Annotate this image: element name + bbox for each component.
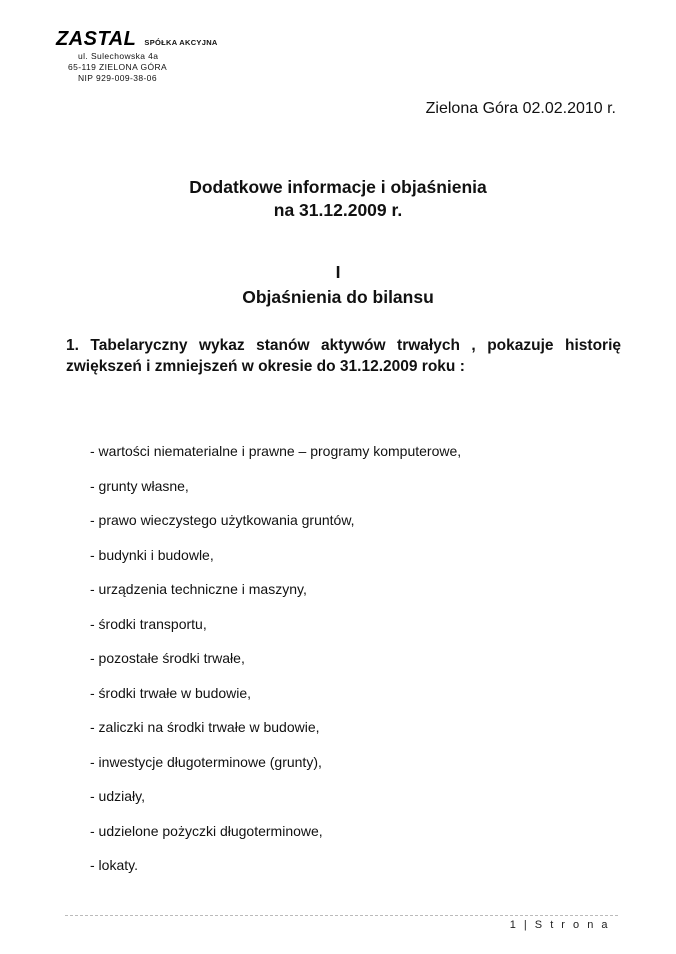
company-logo: ZASTAL [56, 28, 137, 50]
list-item: - grunty własne, [90, 477, 189, 494]
section-title: Objaśnienia do bilansu [242, 287, 434, 307]
company-header [56, 28, 218, 84]
company-nip: NIP 929-009-38-06 [78, 73, 157, 83]
company-type: SPÓŁKA AKCYJNA [144, 38, 218, 47]
intro-paragraph: 1. Tabelaryczny wykaz stanów aktywów trwałych , pokazuje historię zwiększeń i zmniejszeń w okresie do 31.12.2009 roku : [66, 337, 621, 375]
list-item: - zaliczki na środki trwałe w budowie, [90, 719, 320, 735]
list-item: - budynki i budowle, [90, 546, 214, 563]
list-item: - udzielone pożyczki długoterminowe, [90, 822, 323, 839]
list-item: - udziały, [90, 788, 145, 804]
company-city: 65-119 ZIELONA GÓRA [68, 62, 168, 72]
list-item: - lokaty. [90, 857, 138, 873]
list-item: - inwestycje długoterminowe (grunty), [90, 753, 322, 770]
asset-list [90, 442, 461, 891]
company-logo-line [56, 28, 218, 51]
list-item: - pozostałe środki trwałe, [90, 650, 245, 666]
list-item: - wartości niematerialne i prawne – programy komputerowe, [90, 443, 462, 459]
list-item: - urządzenia techniczne i maszyny, [90, 581, 307, 597]
document-title-line1: Dodatkowe informacje i objaśnienia [189, 177, 487, 197]
list-item: - środki trwałe w budowie, [90, 684, 252, 701]
section-number: I [335, 262, 341, 282]
page-number: 1 | S t r o n a [509, 919, 610, 931]
company-street: ul. Sulechowska 4a [78, 51, 159, 61]
footer-divider [65, 915, 618, 916]
list-item: - prawo wieczystego użytkowania gruntów, [90, 512, 355, 528]
list-item: - środki transportu, [90, 615, 207, 632]
document-date: Zielona Góra 02.02.2010 r. [425, 100, 616, 117]
document-title-line2: na 31.12.2009 r. [273, 200, 403, 220]
